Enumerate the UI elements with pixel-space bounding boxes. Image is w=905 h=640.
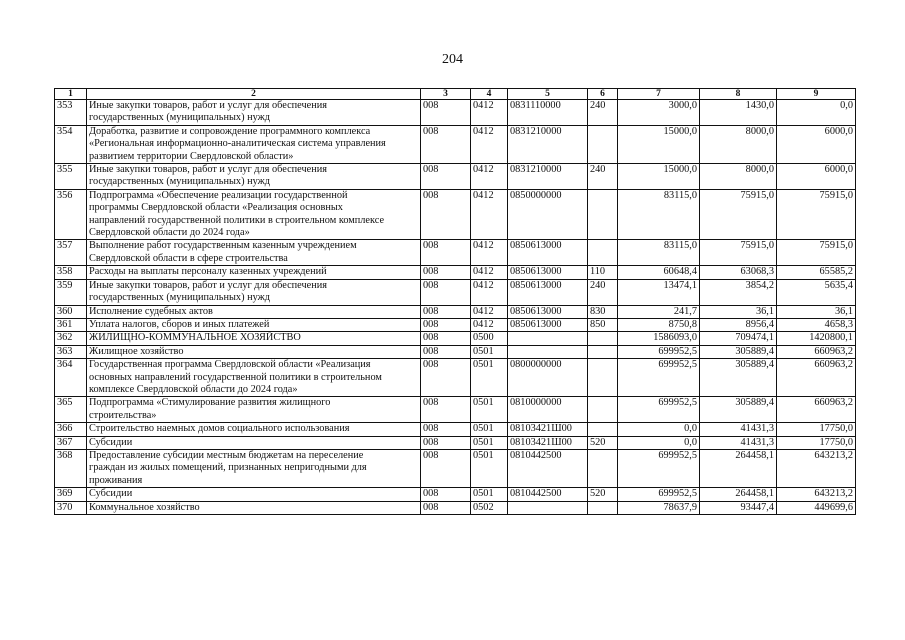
ministry-code: 008 (421, 240, 471, 266)
target-article-code: 0831110000 (508, 100, 588, 126)
ministry-code: 008 (421, 501, 471, 514)
amount-col8: 1430,0 (700, 100, 777, 126)
row-number: 356 (55, 189, 87, 240)
expense-type-code (588, 397, 618, 423)
ministry-code: 008 (421, 345, 471, 358)
row-name (87, 164, 421, 190)
row-number: 368 (55, 449, 87, 487)
section-code: 0501 (471, 359, 508, 397)
target-article-code: 0810000000 (508, 397, 588, 423)
row-number: 354 (55, 125, 87, 163)
row-name (87, 423, 421, 436)
amount-col9: 1420800,1 (777, 332, 856, 345)
row-number: 363 (55, 345, 87, 358)
amount-col7: 699952,5 (618, 397, 700, 423)
expense-type-code (588, 423, 618, 436)
col-header: 3 (421, 89, 471, 100)
table-row (55, 436, 856, 449)
row-name-line: Свердловской области до 2024 года» (89, 227, 250, 239)
amount-col9: 75915,0 (777, 189, 856, 240)
row-name-line: направлений государственной политики в строительном комплексе (89, 214, 385, 226)
amount-col9: 75915,0 (777, 240, 856, 266)
header-row (55, 89, 856, 100)
section-code: 0412 (471, 100, 508, 126)
ministry-code: 008 (421, 189, 471, 240)
row-name-line: Доработка, развитие и сопровождение программного комплекса (89, 125, 371, 137)
amount-col9: 4658,3 (777, 318, 856, 331)
table-row (55, 423, 856, 436)
row-name-line: развитием территории Свердловской области» (89, 150, 294, 162)
amount-col7: 83115,0 (618, 240, 700, 266)
row-number: 355 (55, 164, 87, 190)
amount-col7: 699952,5 (618, 449, 700, 487)
col-header: 8 (700, 89, 777, 100)
amount-col9: 17750,0 (777, 436, 856, 449)
expense-type-code (588, 449, 618, 487)
amount-col7: 78637,9 (618, 501, 700, 514)
row-name (87, 125, 421, 163)
amount-col8: 63068,3 (700, 266, 777, 279)
amount-col7: 1586093,0 (618, 332, 700, 345)
ministry-code: 008 (421, 332, 471, 345)
row-number: 367 (55, 436, 87, 449)
amount-col9: 643213,2 (777, 488, 856, 501)
row-name (87, 279, 421, 305)
target-article-code: 08103421Ш00 (508, 436, 588, 449)
amount-col8: 709474,1 (700, 332, 777, 345)
section-code: 0412 (471, 164, 508, 190)
row-name (87, 488, 421, 501)
target-article-code: 0831210000 (508, 125, 588, 163)
row-name-line: Иные закупки товаров, работ и услуг для обеспечения (89, 100, 327, 111)
amount-col7: 83115,0 (618, 189, 700, 240)
section-code: 0501 (471, 423, 508, 436)
row-name-line: Свердловской области в сфере строительства (89, 252, 288, 264)
expense-type-code: 520 (588, 488, 618, 501)
target-article-code: 08103421Ш00 (508, 423, 588, 436)
row-name-line: Уплата налогов, сборов и иных платежей (89, 318, 270, 330)
section-code: 0412 (471, 305, 508, 318)
row-name (87, 332, 421, 345)
expense-type-code: 240 (588, 100, 618, 126)
section-code: 0412 (471, 266, 508, 279)
target-article-code: 0850613000 (508, 318, 588, 331)
table-row (55, 318, 856, 331)
ministry-code: 008 (421, 423, 471, 436)
table-row (55, 125, 856, 163)
table-row (55, 240, 856, 266)
ministry-code: 008 (421, 488, 471, 501)
row-number: 357 (55, 240, 87, 266)
amount-col8: 264458,1 (700, 449, 777, 487)
amount-col7: 0,0 (618, 423, 700, 436)
amount-col7: 60648,4 (618, 266, 700, 279)
section-code: 0502 (471, 501, 508, 514)
target-article-code (508, 345, 588, 358)
page-number: 204 (442, 52, 463, 67)
table-row (55, 279, 856, 305)
table-row (55, 345, 856, 358)
section-code: 0501 (471, 397, 508, 423)
amount-col8: 75915,0 (700, 240, 777, 266)
table-row (55, 488, 856, 501)
amount-col9: 65585,2 (777, 266, 856, 279)
budget-table (54, 88, 856, 515)
amount-col8: 305889,4 (700, 397, 777, 423)
row-name-line: Субсидии (89, 488, 133, 500)
expense-type-code (588, 240, 618, 266)
table-row (55, 305, 856, 318)
col-header: 5 (508, 89, 588, 100)
expense-type-code: 520 (588, 436, 618, 449)
ministry-code: 008 (421, 164, 471, 190)
expense-type-code: 240 (588, 164, 618, 190)
row-number: 370 (55, 501, 87, 514)
row-name-line: граждан из жилых помещений, признанных непригодными для (89, 462, 367, 474)
row-name (87, 449, 421, 487)
section-code: 0500 (471, 332, 508, 345)
section-code: 0501 (471, 449, 508, 487)
row-name (87, 305, 421, 318)
row-number: 366 (55, 423, 87, 436)
row-name-line: Выполнение работ государственным казенным учреждением (89, 240, 357, 252)
table-row (55, 397, 856, 423)
row-number: 362 (55, 332, 87, 345)
amount-col9: 17750,0 (777, 423, 856, 436)
ministry-code: 008 (421, 279, 471, 305)
row-name (87, 501, 421, 514)
ministry-code: 008 (421, 266, 471, 279)
amount-col8: 36,1 (700, 305, 777, 318)
row-name-line: ЖИЛИЩНО-КОММУНАЛЬНОЕ ХОЗЯЙСТВО (89, 332, 301, 344)
expense-type-code (588, 189, 618, 240)
section-code: 0501 (471, 488, 508, 501)
table-row (55, 100, 856, 126)
row-name-line: Государственная программа Свердловской области «Реализация (89, 359, 371, 371)
row-name-line: проживания (89, 474, 143, 486)
row-name-line: Жилищное хозяйство (89, 345, 184, 357)
target-article-code: 0850613000 (508, 279, 588, 305)
amount-col7: 15000,0 (618, 125, 700, 163)
table-row (55, 359, 856, 397)
ministry-code: 008 (421, 125, 471, 163)
table-row (55, 189, 856, 240)
row-number: 353 (55, 100, 87, 126)
row-number: 365 (55, 397, 87, 423)
amount-col9: 6000,0 (777, 164, 856, 190)
target-article-code: 0800000000 (508, 359, 588, 397)
row-name (87, 318, 421, 331)
amount-col7: 13474,1 (618, 279, 700, 305)
row-name (87, 345, 421, 358)
amount-col8: 8000,0 (700, 164, 777, 190)
amount-col8: 3854,2 (700, 279, 777, 305)
amount-col8: 41431,3 (700, 436, 777, 449)
row-name (87, 397, 421, 423)
row-name-line: Подпрограмма «Стимулирование развития жилищного (89, 397, 331, 409)
amount-col8: 305889,4 (700, 359, 777, 397)
table-row (55, 332, 856, 345)
row-name-line: Подпрограмма «Обеспечение реализации государственной (89, 189, 348, 201)
row-name (87, 359, 421, 397)
amount-col8: 264458,1 (700, 488, 777, 501)
section-code: 0501 (471, 436, 508, 449)
section-code: 0501 (471, 345, 508, 358)
row-number: 358 (55, 266, 87, 279)
row-number: 359 (55, 279, 87, 305)
amount-col9: 643213,2 (777, 449, 856, 487)
row-name-line: государственных (муниципальных) нужд (89, 292, 270, 304)
row-name-line: программы Свердловской области «Реализация основных (89, 202, 343, 214)
amount-col7: 699952,5 (618, 359, 700, 397)
col-header: 1 (55, 89, 87, 100)
expense-type-code: 240 (588, 279, 618, 305)
amount-col8: 41431,3 (700, 423, 777, 436)
ministry-code: 008 (421, 100, 471, 126)
row-number: 369 (55, 488, 87, 501)
expense-type-code (588, 125, 618, 163)
ministry-code: 008 (421, 436, 471, 449)
expense-type-code (588, 332, 618, 345)
col-header: 9 (777, 89, 856, 100)
table-row (55, 501, 856, 514)
target-article-code: 0810442500 (508, 449, 588, 487)
section-code: 0412 (471, 240, 508, 266)
amount-col7: 241,7 (618, 305, 700, 318)
ministry-code: 008 (421, 318, 471, 331)
row-name (87, 100, 421, 126)
row-name-line: Предоставление субсидии местным бюджетам на переселение (89, 449, 364, 461)
row-name-line: Иные закупки товаров, работ и услуг для обеспечения (89, 164, 327, 176)
expense-type-code (588, 345, 618, 358)
amount-col9: 660963,2 (777, 345, 856, 358)
col-header: 7 (618, 89, 700, 100)
row-name-line: Субсидии (89, 436, 133, 448)
amount-col9: 0,0 (777, 100, 856, 126)
ministry-code: 008 (421, 305, 471, 318)
row-name-line: Строительство наемных домов социального использования (89, 423, 350, 435)
row-name-line: комплексе Свердловской области до 2024 года» (89, 383, 298, 395)
target-article-code: 0850613000 (508, 240, 588, 266)
target-article-code: 0850613000 (508, 266, 588, 279)
target-article-code: 0850613000 (508, 305, 588, 318)
target-article-code (508, 501, 588, 514)
col-header: 4 (471, 89, 508, 100)
amount-col8: 305889,4 (700, 345, 777, 358)
amount-col8: 75915,0 (700, 189, 777, 240)
row-number: 364 (55, 359, 87, 397)
amount-col7: 699952,5 (618, 345, 700, 358)
table-row (55, 266, 856, 279)
target-article-code (508, 332, 588, 345)
amount-col9: 6000,0 (777, 125, 856, 163)
target-article-code: 0831210000 (508, 164, 588, 190)
section-code: 0412 (471, 189, 508, 240)
section-code: 0412 (471, 279, 508, 305)
expense-type-code (588, 359, 618, 397)
row-number: 361 (55, 318, 87, 331)
row-name-line: «Региональная информационно-аналитическая система управления (89, 138, 386, 150)
amount-col9: 660963,2 (777, 359, 856, 397)
row-name-line: государственных (муниципальных) нужд (89, 176, 270, 188)
table-row (55, 449, 856, 487)
row-name-line: Коммунальное хозяйство (89, 501, 200, 513)
amount-col8: 93447,4 (700, 501, 777, 514)
row-name-line: Расходы на выплаты персоналу казенных учреждений (89, 266, 327, 278)
row-name-line: Исполнение судебных актов (89, 305, 213, 317)
amount-col8: 8956,4 (700, 318, 777, 331)
row-name (87, 436, 421, 449)
expense-type-code: 110 (588, 266, 618, 279)
row-name-line: государственных (муниципальных) нужд (89, 112, 270, 124)
ministry-code: 008 (421, 449, 471, 487)
amount-col7: 3000,0 (618, 100, 700, 126)
row-name (87, 189, 421, 240)
col-header: 2 (87, 89, 421, 100)
amount-col9: 660963,2 (777, 397, 856, 423)
section-code: 0412 (471, 318, 508, 331)
row-name (87, 240, 421, 266)
amount-col9: 449699,6 (777, 501, 856, 514)
amount-col9: 36,1 (777, 305, 856, 318)
amount-col7: 0,0 (618, 436, 700, 449)
col-header: 6 (588, 89, 618, 100)
amount-col7: 15000,0 (618, 164, 700, 190)
target-article-code: 0850000000 (508, 189, 588, 240)
row-name-line: Иные закупки товаров, работ и услуг для обеспечения (89, 279, 327, 291)
section-code: 0412 (471, 125, 508, 163)
expense-type-code: 830 (588, 305, 618, 318)
expense-type-code: 850 (588, 318, 618, 331)
amount-col7: 8750,8 (618, 318, 700, 331)
row-number: 360 (55, 305, 87, 318)
amount-col8: 8000,0 (700, 125, 777, 163)
row-name (87, 266, 421, 279)
ministry-code: 008 (421, 397, 471, 423)
expense-type-code (588, 501, 618, 514)
amount-col7: 699952,5 (618, 488, 700, 501)
target-article-code: 0810442500 (508, 488, 588, 501)
table-row (55, 164, 856, 190)
row-name-line: основных направлений государственной политики в строительном (89, 371, 382, 383)
amount-col9: 5635,4 (777, 279, 856, 305)
ministry-code: 008 (421, 359, 471, 397)
row-name-line: строительства» (89, 409, 157, 421)
